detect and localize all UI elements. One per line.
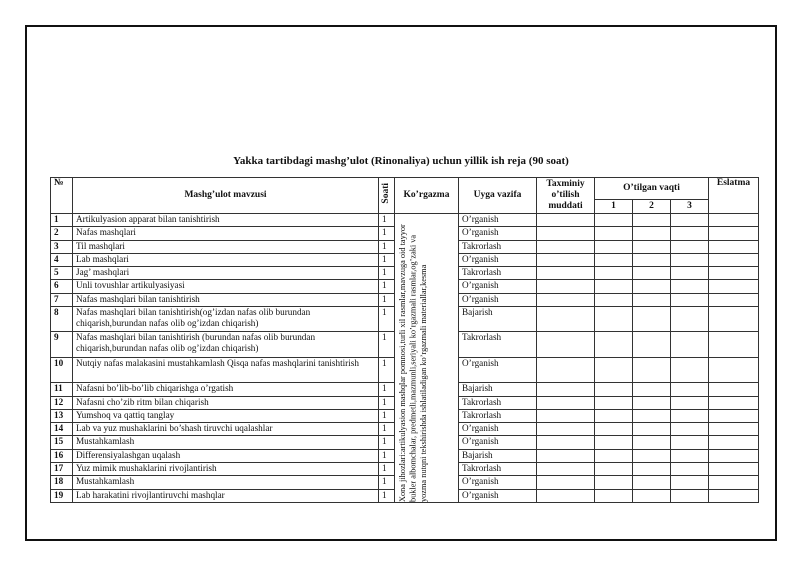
- row-number: 6: [51, 280, 73, 293]
- row-number: 5: [51, 267, 73, 280]
- row-duration: [537, 214, 595, 227]
- row-done-3: [671, 383, 709, 396]
- row-hours: 1: [379, 476, 395, 489]
- row-topic: Unli tovushlar artikulyasiyasi: [73, 280, 379, 293]
- row-done-3: [671, 409, 709, 422]
- row-done-3: [671, 214, 709, 227]
- row-done-3: [671, 489, 709, 502]
- row-hours: 1: [379, 383, 395, 396]
- row-topic: Lab va yuz mushaklarini bo’shash tiruvchi uqalashlar: [73, 423, 379, 436]
- row-done-3: [671, 227, 709, 240]
- row-topic: Mustahkamlash: [73, 476, 379, 489]
- row-done-1: [595, 280, 633, 293]
- row-homework: O’rganish: [459, 476, 537, 489]
- row-done-2: [633, 383, 671, 396]
- row-homework: O’rganish: [459, 423, 537, 436]
- row-hours: 1: [379, 423, 395, 436]
- row-done-1: [595, 227, 633, 240]
- row-done-1: [595, 409, 633, 422]
- row-homework: Takrorlash: [459, 396, 537, 409]
- row-done-1: [595, 476, 633, 489]
- row-homework: Takrorlash: [459, 332, 537, 358]
- row-hours: 1: [379, 280, 395, 293]
- row-done-1: [595, 306, 633, 332]
- row-note: [709, 227, 759, 240]
- row-note: [709, 267, 759, 280]
- row-done-1: [595, 253, 633, 266]
- row-done-3: [671, 476, 709, 489]
- plan-table-body: [51, 214, 759, 503]
- row-done-3: [671, 306, 709, 332]
- row-hours: 1: [379, 409, 395, 422]
- row-hours: 1: [379, 489, 395, 502]
- header-homework: Uyga vazifa: [459, 178, 537, 214]
- row-homework: Takrorlash: [459, 240, 537, 253]
- row-done-3: [671, 267, 709, 280]
- row-done-1: [595, 489, 633, 502]
- row-done-2: [633, 214, 671, 227]
- row-hours: 1: [379, 436, 395, 449]
- row-homework: O’rganish: [459, 214, 537, 227]
- row-number: 17: [51, 463, 73, 476]
- row-topic: Nafasni bo’lib-bo’lib chiqarishga o’rgatish: [73, 383, 379, 396]
- row-note: [709, 357, 759, 383]
- row-hours: 1: [379, 293, 395, 306]
- row-duration: [537, 267, 595, 280]
- row-number: 7: [51, 293, 73, 306]
- row-hours: 1: [379, 227, 395, 240]
- row-duration: [537, 409, 595, 422]
- row-done-2: [633, 409, 671, 422]
- header-visual: Ko’rgazma: [395, 178, 459, 214]
- row-hours: 1: [379, 253, 395, 266]
- row-duration: [537, 396, 595, 409]
- row-topic: Nafas mashqlari bilan tanishtirish: [73, 293, 379, 306]
- row-homework: Bajarish: [459, 449, 537, 462]
- row-topic: Artikulyasion apparat bilan tanishtirish: [73, 214, 379, 227]
- header-topic: Mashg’ulot mavzusi: [73, 178, 379, 214]
- row-duration: [537, 489, 595, 502]
- header-duration: Taxminiy o’tilish muddati: [537, 178, 595, 214]
- row-duration: [537, 476, 595, 489]
- row-homework: O’rganish: [459, 436, 537, 449]
- header-done-time: O’tilgan vaqti: [595, 178, 709, 200]
- row-topic: Differensiyalashgan uqalash: [73, 449, 379, 462]
- row-note: [709, 396, 759, 409]
- row-duration: [537, 240, 595, 253]
- row-done-1: [595, 449, 633, 462]
- document-page: [25, 25, 777, 541]
- row-duration: [537, 423, 595, 436]
- row-note: [709, 449, 759, 462]
- row-duration: [537, 383, 595, 396]
- row-topic: Lab mashqlari: [73, 253, 379, 266]
- header-done-1: 1: [595, 200, 633, 214]
- row-note: [709, 214, 759, 227]
- row-homework: O’rganish: [459, 357, 537, 383]
- row-done-2: [633, 332, 671, 358]
- row-note: [709, 332, 759, 358]
- visual-aids-cell: [395, 214, 459, 503]
- row-number: 2: [51, 227, 73, 240]
- row-note: [709, 306, 759, 332]
- row-number: 8: [51, 306, 73, 332]
- row-done-3: [671, 332, 709, 358]
- row-duration: [537, 357, 595, 383]
- row-done-2: [633, 396, 671, 409]
- row-done-3: [671, 293, 709, 306]
- header-hours: [379, 178, 395, 214]
- row-done-2: [633, 227, 671, 240]
- row-note: [709, 489, 759, 502]
- row-done-3: [671, 253, 709, 266]
- row-topic: Nafas mashqlari bilan tanishtirish(og’izdan nafas olib burundan chiqarish,burundan nafas olib og’izdan chiqarish): [73, 306, 379, 332]
- row-topic: Nafasni cho’zib ritm bilan chiqarish: [73, 396, 379, 409]
- header-done-2: 2: [633, 200, 671, 214]
- row-note: [709, 253, 759, 266]
- row-number: 15: [51, 436, 73, 449]
- row-duration: [537, 436, 595, 449]
- row-homework: O’rganish: [459, 280, 537, 293]
- row-done-2: [633, 489, 671, 502]
- row-note: [709, 240, 759, 253]
- row-duration: [537, 280, 595, 293]
- row-done-2: [633, 476, 671, 489]
- row-duration: [537, 227, 595, 240]
- row-done-1: [595, 423, 633, 436]
- row-done-2: [633, 449, 671, 462]
- row-number: 16: [51, 449, 73, 462]
- row-done-1: [595, 214, 633, 227]
- row-note: [709, 293, 759, 306]
- row-homework: Takrorlash: [459, 463, 537, 476]
- header-num: №: [51, 178, 73, 214]
- row-number: 4: [51, 253, 73, 266]
- row-number: 12: [51, 396, 73, 409]
- row-done-3: [671, 436, 709, 449]
- row-note: [709, 383, 759, 396]
- row-homework: O’rganish: [459, 227, 537, 240]
- row-done-1: [595, 396, 633, 409]
- row-done-2: [633, 436, 671, 449]
- row-number: 10: [51, 357, 73, 383]
- row-homework: Takrorlash: [459, 267, 537, 280]
- row-hours: 1: [379, 463, 395, 476]
- row-done-1: [595, 240, 633, 253]
- row-number: 3: [51, 240, 73, 253]
- header-note: Eslatma: [709, 178, 759, 214]
- row-done-3: [671, 240, 709, 253]
- row-number: 14: [51, 423, 73, 436]
- row-topic: Jag’ mashqlari: [73, 267, 379, 280]
- row-duration: [537, 332, 595, 358]
- row-topic: Til mashqlari: [73, 240, 379, 253]
- row-duration: [537, 293, 595, 306]
- row-topic: Yuz mimik mushaklarini rivojlantirish: [73, 463, 379, 476]
- page-title: Yakka tartibdagi mashg’ulot (Rinonaliya) uchun yillik ish reja (90 soat): [233, 155, 569, 167]
- row-topic: Mustahkamlash: [73, 436, 379, 449]
- row-hours: 1: [379, 332, 395, 358]
- row-done-2: [633, 253, 671, 266]
- row-done-1: [595, 383, 633, 396]
- row-duration: [537, 253, 595, 266]
- row-done-2: [633, 357, 671, 383]
- row-topic: Yumshoq va qattiq tanglay: [73, 409, 379, 422]
- row-note: [709, 463, 759, 476]
- row-homework: O’rganish: [459, 489, 537, 502]
- header-done-3: 3: [671, 200, 709, 214]
- row-note: [709, 280, 759, 293]
- row-hours: 1: [379, 267, 395, 280]
- row-hours: 1: [379, 357, 395, 383]
- row-number: 11: [51, 383, 73, 396]
- row-number: 9: [51, 332, 73, 358]
- row-homework: Takrorlash: [459, 409, 537, 422]
- row-done-2: [633, 240, 671, 253]
- row-done-1: [595, 463, 633, 476]
- row-done-3: [671, 280, 709, 293]
- row-done-2: [633, 423, 671, 436]
- row-note: [709, 423, 759, 436]
- row-hours: 1: [379, 214, 395, 227]
- row-done-1: [595, 293, 633, 306]
- row-done-2: [633, 463, 671, 476]
- row-topic: Lab harakatini rivojlantiruvchi mashqlar: [73, 489, 379, 502]
- row-done-1: [595, 357, 633, 383]
- row-done-2: [633, 306, 671, 332]
- table-row: [51, 214, 759, 227]
- plan-table: [50, 177, 759, 503]
- row-note: [709, 476, 759, 489]
- row-done-2: [633, 293, 671, 306]
- row-number: 19: [51, 489, 73, 502]
- row-done-1: [595, 332, 633, 358]
- row-done-1: [595, 436, 633, 449]
- row-note: [709, 436, 759, 449]
- header-hours-label: Soati: [381, 183, 391, 204]
- row-duration: [537, 306, 595, 332]
- row-done-3: [671, 396, 709, 409]
- row-topic: Nutqiy nafas malakasini mustahkamlash Qisqa nafas mashqlarini tanishtirish: [73, 357, 379, 383]
- row-homework: Bajarish: [459, 383, 537, 396]
- row-note: [709, 409, 759, 422]
- row-number: 13: [51, 409, 73, 422]
- row-done-3: [671, 463, 709, 476]
- row-done-1: [595, 267, 633, 280]
- row-homework: Bajarish: [459, 306, 537, 332]
- row-done-3: [671, 357, 709, 383]
- row-hours: 1: [379, 396, 395, 409]
- row-homework: O’rganish: [459, 293, 537, 306]
- row-done-3: [671, 423, 709, 436]
- row-topic: Nafas mashqlari bilan tanishtirish (burundan nafas olib burundan chiqarish,burundan nafas olib og’izdan chiqarish): [73, 332, 379, 358]
- row-hours: 1: [379, 449, 395, 462]
- row-hours: 1: [379, 306, 395, 332]
- row-done-2: [633, 267, 671, 280]
- row-number: 1: [51, 214, 73, 227]
- row-duration: [537, 449, 595, 462]
- row-duration: [537, 463, 595, 476]
- row-done-3: [671, 449, 709, 462]
- row-number: 18: [51, 476, 73, 489]
- row-hours: 1: [379, 240, 395, 253]
- row-done-2: [633, 280, 671, 293]
- row-topic: Nafas mashqlari: [73, 227, 379, 240]
- row-homework: O’rganish: [459, 253, 537, 266]
- visual-aids-text: Xona jihozlari:artikulyasion mashqlar pomnosi,turli xil rasmlar,mavzuga oid tayyor bukler albomchalar, predmetli,mazmunli,seriyali ko’rgazmali rasmlar,og’zaki va yozma nutqni tekshirishda ishlatiladigan ko’rgazmali materiallar,kesma: [397, 224, 428, 502]
